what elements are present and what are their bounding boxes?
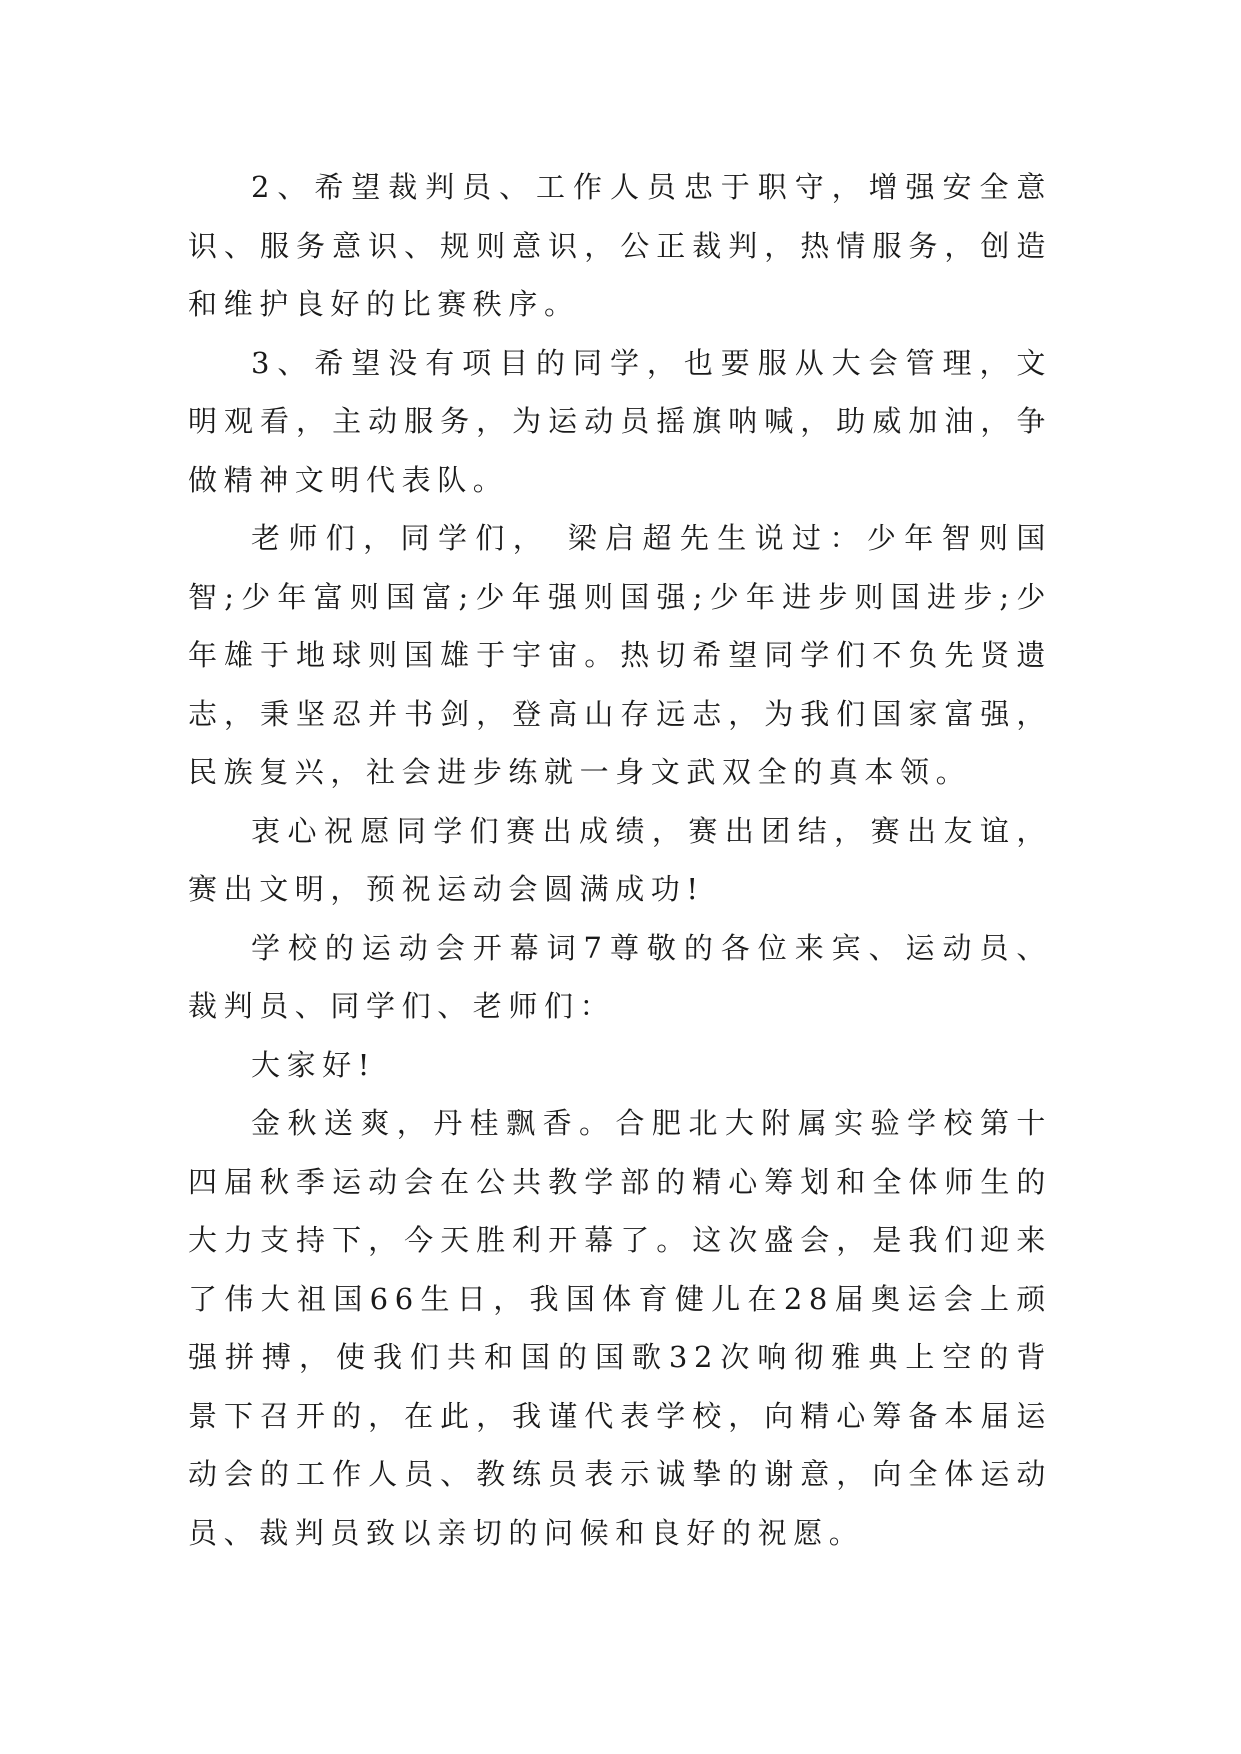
paragraph-opening: 金秋送爽，丹桂飘香。合肥北大附属实验学校第十四届秋季运动会在公共教学部的精心筹划和全体师生的大力支持下，今天胜利开幕了。这次盛会，是我们迎来了伟大祖国66生日，我国体育健儿在28届奥运会上顽强拼搏，使我们共和国的国歌32次响彻雅典上空的背景下召开的，在此，我谨代表学校，向精心筹备本届运动会的工作人员、教练员表示诚挚的谢意，向全体运动员、裁判员致以亲切的问候和良好的祝愿。 [188, 1106, 1052, 1550]
document-body [188, 158, 1052, 1562]
paragraph-speech-title-greeting: 学校的运动会开幕词7尊敬的各位来宾、运动员、裁判员、同学们、老师们： [188, 930, 1052, 1023]
paragraph-spectators: 3、希望没有项目的同学，也要服从大会管理，文明观看，主动服务，为运动员摇旗呐喊，助威加油，争做精神文明代表队。 [188, 345, 1052, 497]
paragraph-liang-qichao-quote: 老师们，同学们， 梁启超先生说过：少年智则国智;少年富则国富;少年强则国强;少年进步则国进步;少年雄于地球则国雄于宇宙。热切希望同学们不负先贤遗志，秉坚忍并书剑，登高山存远志，为我们国家富强，民族复兴，社会进步练就一身文武双全的真本领。 [188, 521, 1052, 789]
paragraph-wishes: 衷心祝愿同学们赛出成绩，赛出团结，赛出友谊，赛出文明，预祝运动会圆满成功! [188, 813, 1052, 906]
paragraph-referees: 2、希望裁判员、工作人员忠于职守，增强安全意识、服务意识、规则意识，公正裁判，热情服务，创造和维护良好的比赛秩序。 [188, 170, 1052, 321]
paragraph-hello: 大家好! [251, 1047, 377, 1082]
